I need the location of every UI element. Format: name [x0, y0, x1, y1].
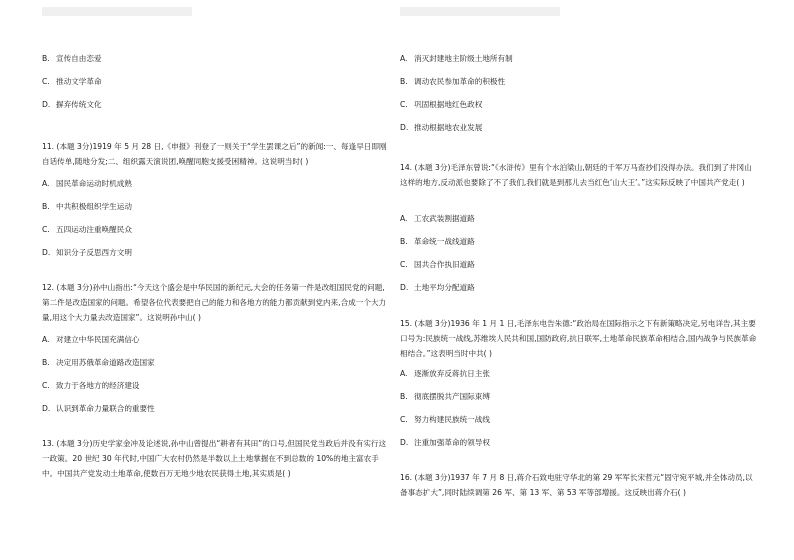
- option-b: B. 宣传自由恋爱: [42, 54, 102, 63]
- q12-option-c: C. 致力于各地方的经济建设: [42, 381, 140, 390]
- question-14: 14. (本题 3分)毛泽东曾说:“《水浒传》里有个水泊梁山,朝廷的千军万马查抄们没得办法。我们到了井冈山这样的地方,反动派也要除了不了我们,我们就是到那儿去当红色‘山大王’。”这实际反映了中国共产党走( ): [400, 163, 752, 187]
- q14-option-a: A. 工农武装割据道路: [400, 214, 475, 223]
- q12-option-b: B. 决定用苏俄革命道路改造国家: [42, 358, 155, 367]
- q14-option-d: D. 土地平均分配道路: [400, 283, 475, 292]
- q12-option-d: D. 认识到革命力量联合的重要性: [42, 404, 155, 413]
- q13-option-d: D. 推动根据地农业发展: [400, 123, 483, 132]
- q14-option-b: B. 革命统一战线道路: [400, 237, 475, 246]
- q15-option-d: D. 注重加强革命的领导权: [400, 438, 490, 447]
- q13-option-c: C. 巩固根据地红色政权: [400, 100, 483, 109]
- question-13: 13. (本题 3分)历史学家金冲及论述说,孙中山曾提出“耕者有其田”的口号,但国民党当政后并没有实行这一政策。20 世纪 30 年代时,中国广大农村仍然是半数以上土地掌握在不到总数的 10%的地主富农手中。中国共产党发动土地革命,使数百万无地少地农民获得土地,其实质是( ): [42, 439, 387, 478]
- q13-option-a: A. 消灭封建地主阶级土地所有制: [400, 54, 513, 63]
- q11-option-c: C. 五四运动注重唤醒民众: [42, 225, 132, 234]
- option-c: C. 推动文学革命: [42, 77, 102, 86]
- question-12: 12. (本题 3分)孙中山指出:“今天这个盛会是中华民国的新纪元,大会的任务第一件是改组国民党的问题,第二件是改造国家的问题。希望各位代表要把自己的能力和各地方的能力都贡献到党内来,合成一个大力量,用这个大力量去改造国家”。这说明孙中山( ): [42, 283, 387, 322]
- q15-option-c: C. 努力构建民族统一战线: [400, 415, 490, 424]
- q15-option-a: A. 逐渐放弃反蒋抗日主张: [400, 369, 490, 378]
- question-15: 15. (本题 3分)1936 年 1 月 1 日,毛泽东电告朱德:“政治局在国际指示之下有新策略决定,另电详告,其主要口号为:民族统一战线,苏维埃人民共和国,国防政府,抗日联军,土地革命民族革命相结合,国内战争与民族革命相结合。”这表明当时中共( ): [400, 319, 757, 358]
- q11-option-b: B. 中共积极组织学生运动: [42, 202, 132, 211]
- q12-option-a: A. 对建立中华民国充满信心: [42, 335, 140, 344]
- q11-option-a: A. 国民革命运动时机成熟: [42, 179, 132, 188]
- header-strip-left: [42, 7, 192, 16]
- option-d: D. 摒弃传统文化: [42, 100, 102, 109]
- q11-option-d: D. 知识分子反思西方文明: [42, 248, 132, 257]
- question-16: 16. (本题 3分)1937 年 7 月 8 日,蒋介石致电驻守华北的第 29 军军长宋哲元“固守宛平城,并全体动员,以备事态扩大”,同时陆续调第 26 军、第 13 军、第 53 军等部增援。这反映出蒋介石( ): [400, 473, 753, 497]
- question-11: 11. (本题 3分)1919 年 5 月 28 日,《申报》刊登了一则关于“学生罢课之后”的新闻:一、每逢早日即刚自话传单,随地分发;二、组织露天演说团,唤醒同胞支援受困精神。这说明当时( ): [42, 142, 387, 166]
- q13-option-b: B. 调动农民参加革命的积极性: [400, 77, 506, 86]
- header-strip-right: [400, 7, 560, 16]
- q14-option-c: C. 国共合作执旧道路: [400, 260, 475, 269]
- q15-option-b: B. 彻底摆脱共产国际束缚: [400, 392, 490, 401]
